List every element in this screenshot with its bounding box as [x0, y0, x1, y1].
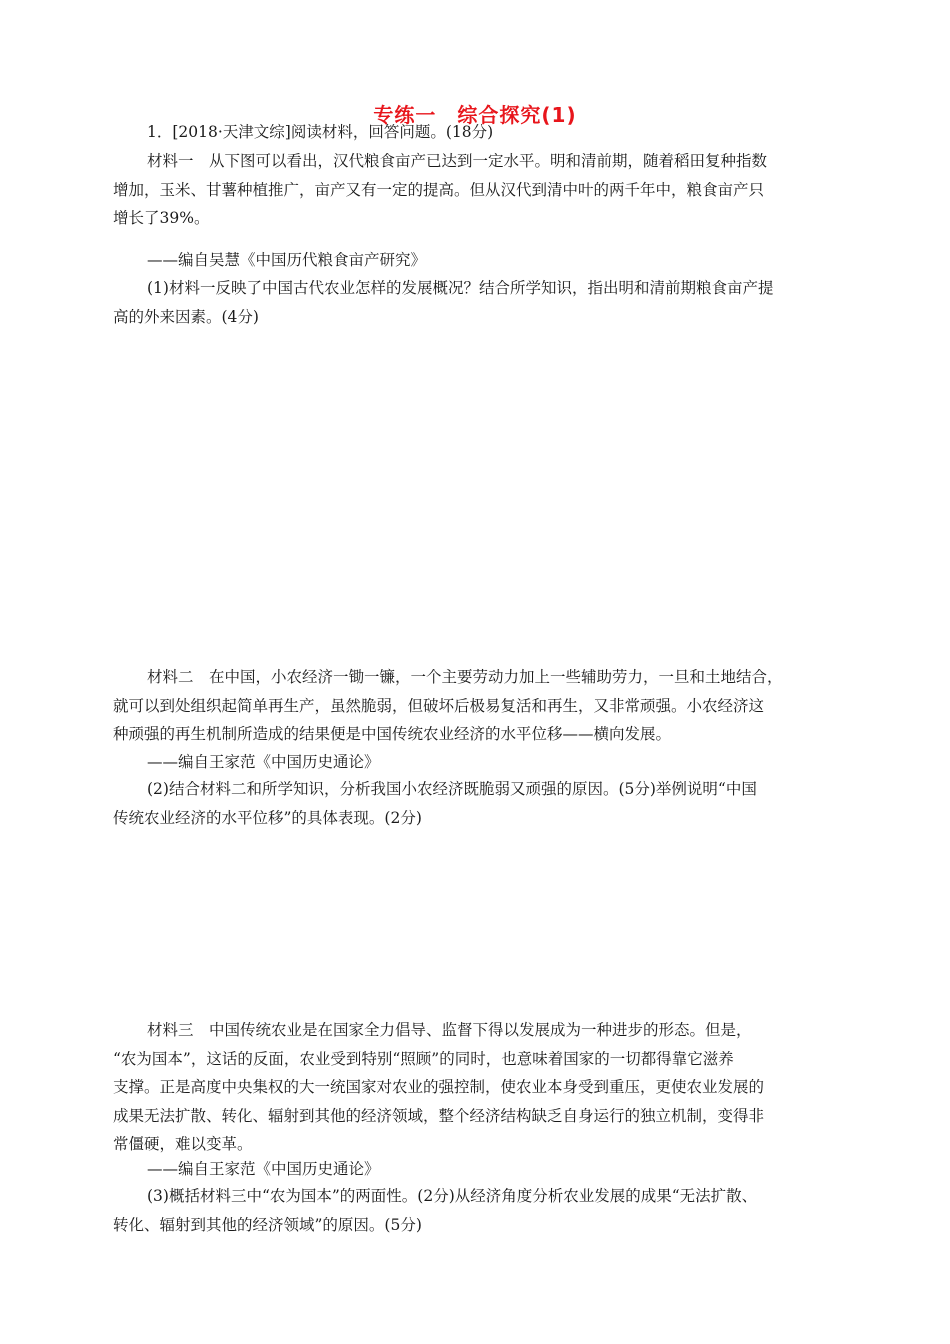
material-one-line: 材料一 从下图可以看出，汉代粮食亩产已达到一定水平。明和清前期，随着稻田复种指数: [147, 152, 768, 170]
sub-question-one: [113, 274, 843, 331]
material-three-source: ——编自王家范《中国历史通论》: [147, 1160, 380, 1178]
sub-question-one-line: 高的外来因素。(4分): [113, 307, 259, 326]
sub-question-three-line: (3)概括材料三中“农为国本”的两面性。(2分)从经济角度分析农业发展的成果“无法扩散、: [147, 1187, 758, 1205]
material-two-line: 种顽强的再生机制所造成的结果便是中国传统农业经济的水平位移——横向发展。: [113, 725, 672, 743]
sub-question-two: [113, 775, 843, 832]
material-one-source: ——编自吴慧《中国历代粮食亩产研究》: [147, 251, 427, 269]
question-header: [147, 118, 847, 147]
material-three-line: 材料三 中国传统农业是在国家全力倡导、监督下得以发展成为一种进步的形态。但是，: [147, 1021, 752, 1039]
page-title: 专练一 综合探究(1): [373, 103, 577, 127]
material-three-line: 支撑。正是高度中央集权的大一统国家对农业的强控制，使农业本身受到重压，更使农业发展的: [113, 1078, 765, 1096]
material-three: [113, 1016, 843, 1159]
material-one-line: 增加，玉米、甘薯种植推广，亩产又有一定的提高。但从汉代到清中叶的两千年中，粮食亩产只: [113, 180, 765, 199]
material-two-source: ——编自王家范《中国历史通论》: [147, 753, 380, 771]
material-one: [113, 147, 843, 233]
material-two-line: 材料二 在中国，小农经济一锄一镰，一个主要劳动力加上一些辅助劳力，一旦和土地结合，: [147, 668, 783, 686]
material-one-line: 增长了39%。: [113, 209, 210, 227]
material-two: [113, 663, 843, 749]
material-three-line: “农为国本”，这话的反面，农业受到特别“照顾”的同时，也意味着国家的一切都得靠它滋养: [113, 1049, 734, 1068]
sub-question-two-line: (2)结合材料二和所学知识，分析我国小农经济既脆弱又顽强的原因。(5分)举例说明“中国: [147, 780, 757, 798]
question-header-text: 1．[2018·天津文综]阅读材料，回答问题。(18分): [147, 123, 494, 141]
sub-question-three-line: 转化、辐射到其他的经济领域”的原因。(5分): [113, 1215, 422, 1234]
sub-question-two-line: 传统农业经济的水平位移”的具体表现。(2分): [113, 808, 422, 827]
sub-question-three: [113, 1182, 843, 1239]
material-two-line: 就可以到处组织起简单再生产，虽然脆弱，但破坏后极易复活和再生，又非常顽强。小农经济这: [113, 696, 765, 715]
material-three-line: 常僵硬，难以变革。: [113, 1135, 253, 1153]
sub-question-one-line: (1)材料一反映了中国古代农业怎样的发展概况？结合所学知识，指出明和清前期粮食亩产提: [147, 279, 774, 297]
material-three-line: 成果无法扩散、转化、辐射到其他的经济领域，整个经济结构缺乏自身运行的独立机制，变得非: [113, 1106, 765, 1125]
